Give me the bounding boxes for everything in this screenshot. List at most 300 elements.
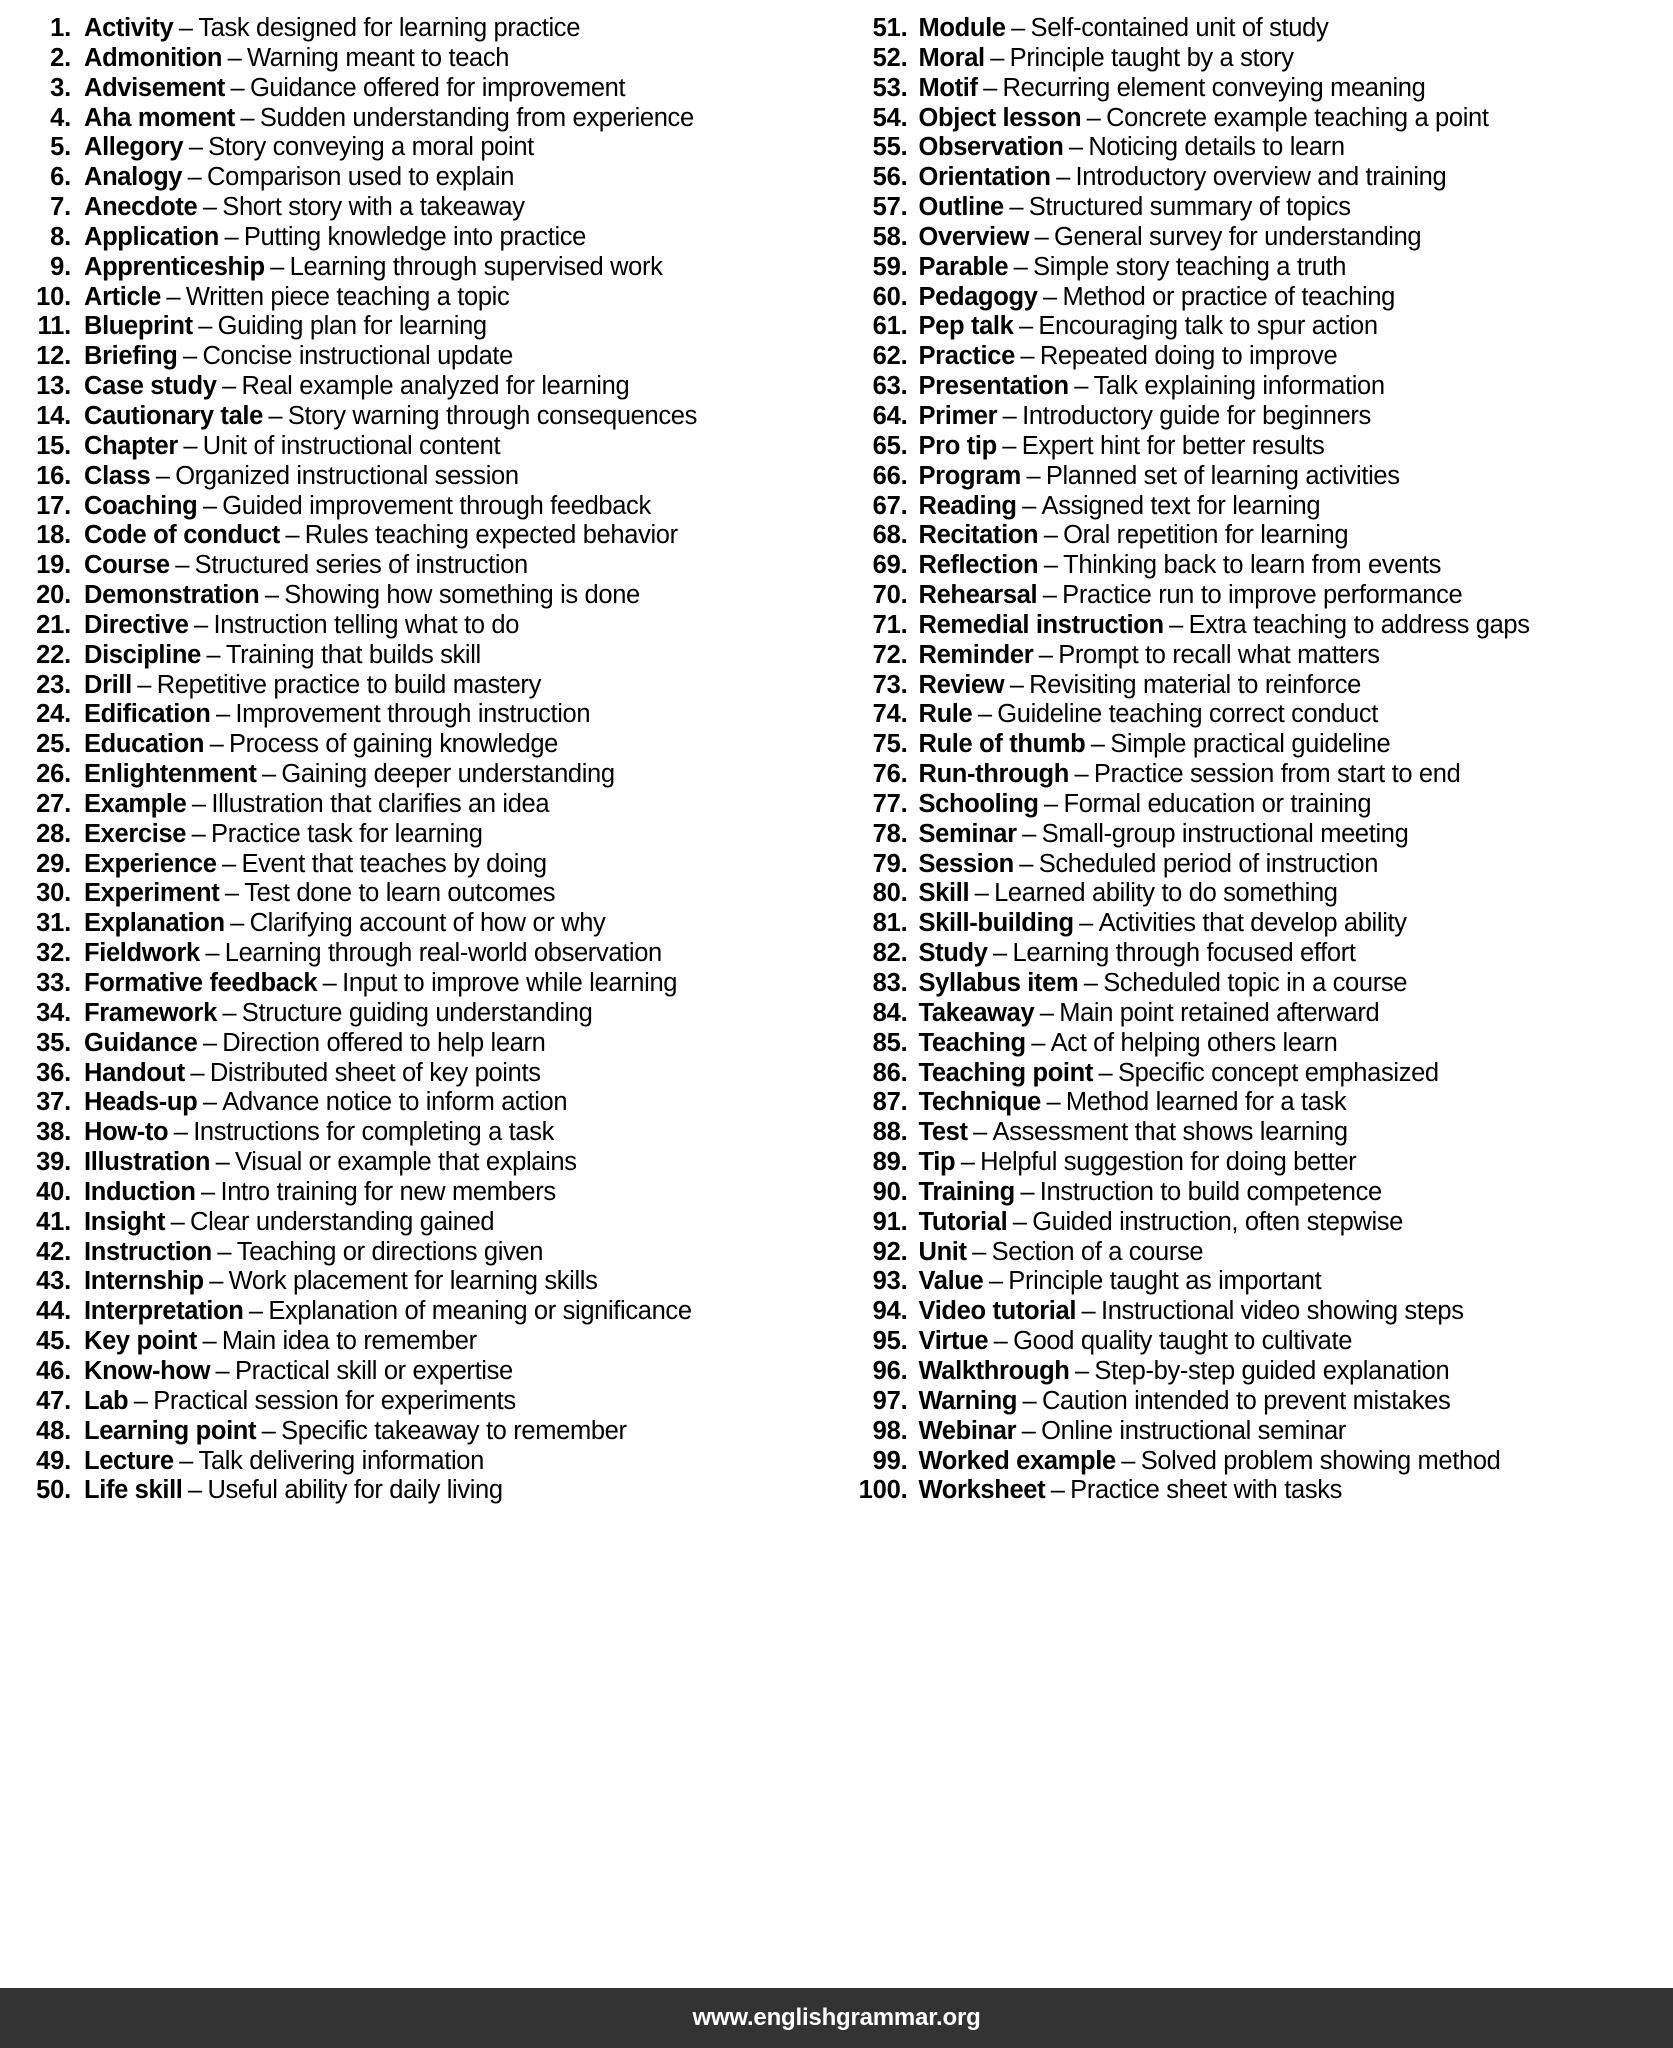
- list-item-definition: Method or practice of teaching: [1062, 282, 1395, 311]
- list-item-definition: Training that builds skill: [225, 640, 481, 669]
- list-item-term: Moral: [918, 43, 985, 72]
- list-item-number: 75.: [872, 730, 908, 759]
- list-item-term: Anecdote: [84, 193, 198, 222]
- list-item-separator: –: [1083, 969, 1098, 997]
- list-item-number: 26.: [36, 760, 71, 789]
- list-item-separator: –: [166, 282, 181, 311]
- list-item-definition: Activities that develop ability: [1098, 909, 1407, 938]
- list-item-definition: Practical skill or expertise: [234, 1356, 513, 1385]
- list-item-separator: –: [202, 491, 217, 520]
- list-item: [22, 969, 837, 999]
- list-item-term: Motif: [918, 73, 978, 102]
- list-item-definition: Simple story teaching a truth: [1033, 252, 1347, 281]
- list-item-number: 42.: [36, 1237, 71, 1266]
- list-item: [847, 1208, 1666, 1238]
- list-item-definition: Practice task for learning: [211, 819, 483, 848]
- list-item-separator: –: [1098, 1058, 1113, 1087]
- list-item-term: Heads-up: [84, 1088, 198, 1117]
- list-item: [22, 820, 837, 850]
- list-item: [22, 1447, 837, 1477]
- list-item-separator: –: [1074, 1356, 1089, 1385]
- list-item: [847, 611, 1666, 641]
- list-item-separator: –: [1079, 909, 1094, 938]
- list-item-separator: –: [202, 1028, 217, 1057]
- list-item-separator: –: [977, 700, 992, 729]
- list-item: [847, 283, 1666, 313]
- list-item: [847, 641, 1666, 671]
- list-item-separator: –: [179, 1446, 194, 1475]
- list-item: [847, 1088, 1666, 1118]
- list-item-definition: Specific takeaway to remember: [281, 1416, 627, 1445]
- list-item-number: 13.: [36, 372, 71, 401]
- list-item-term: Example: [84, 789, 187, 818]
- list-item-number: 70.: [872, 581, 908, 610]
- list-item-separator: –: [209, 1267, 224, 1296]
- list-item-definition: Talk delivering information: [198, 1446, 484, 1475]
- list-item-definition: Instruction telling what to do: [213, 610, 520, 639]
- list-item-definition: Principle taught as important: [1008, 1267, 1322, 1296]
- list-item-separator: –: [1042, 581, 1057, 610]
- list-item: [847, 879, 1666, 909]
- list-item-number: 65.: [872, 431, 908, 460]
- list-item-definition: Repetitive practice to build mastery: [156, 670, 541, 699]
- list-item-number: 95.: [872, 1327, 908, 1356]
- list-item: [22, 641, 837, 671]
- list-item-number: 33.: [36, 969, 71, 997]
- list-item-separator: –: [155, 461, 170, 490]
- list-item-number: 66.: [872, 461, 908, 490]
- list-item-number: 18.: [36, 521, 71, 550]
- list-item: [847, 492, 1666, 522]
- list-item-term: Blueprint: [84, 312, 193, 341]
- list-item-number: 43.: [36, 1267, 71, 1296]
- list-item-term: Skill-building: [918, 909, 1074, 938]
- list-item-term: Rule of thumb: [918, 730, 1086, 759]
- list-item-number: 11.: [37, 312, 71, 341]
- list-item-number: 72.: [872, 640, 908, 669]
- list-item-number: 34.: [36, 998, 71, 1027]
- list-item-term: Discipline: [84, 640, 201, 669]
- list-item: [847, 790, 1666, 820]
- list-item-term: Life skill: [84, 1476, 183, 1505]
- list-item-definition: Event that teaches by doing: [241, 849, 547, 878]
- list-item-separator: –: [983, 73, 998, 102]
- list-item-number: 44.: [36, 1297, 71, 1326]
- list-item-definition: Teaching or directions given: [236, 1237, 544, 1266]
- list-item-separator: –: [261, 1416, 276, 1445]
- list-item-number: 59.: [872, 252, 908, 281]
- list-item: [847, 312, 1666, 342]
- list-item-separator: –: [215, 700, 230, 729]
- list-item-number: 8.: [50, 222, 71, 251]
- list-item: [22, 283, 837, 313]
- list-item-definition: Task designed for learning practice: [198, 14, 581, 42]
- list-item-separator: –: [1022, 491, 1037, 520]
- list-item-separator: –: [1020, 342, 1035, 371]
- list-item-term: Virtue: [918, 1327, 989, 1356]
- list-item-definition: Specific concept emphasized: [1117, 1058, 1439, 1087]
- list-item-term: Know-how: [84, 1356, 211, 1385]
- list-item-definition: Concrete example teaching a point: [1106, 103, 1489, 132]
- list-item-number: 49.: [36, 1446, 71, 1475]
- list-item: [847, 1327, 1666, 1357]
- list-item-number: 4.: [50, 103, 71, 132]
- list-item-definition: Intro training for new members: [220, 1177, 556, 1206]
- left-column: [8, 14, 837, 1506]
- list-item-separator: –: [191, 819, 206, 848]
- list-item: [847, 14, 1666, 44]
- list-item-number: 76.: [872, 760, 908, 789]
- list-item: [22, 1357, 837, 1387]
- list-item-separator: –: [1002, 431, 1017, 460]
- list-item-definition: Improvement through instruction: [235, 700, 591, 729]
- list-item-number: 38.: [36, 1118, 71, 1147]
- list-item-definition: Practical session for experiments: [153, 1386, 516, 1415]
- list-item-term: Observation: [918, 133, 1064, 162]
- list-item-separator: –: [268, 401, 283, 430]
- list-item-definition: Encouraging talk to spur action: [1038, 312, 1378, 341]
- list-item-definition: Learning through real-world observation: [224, 939, 662, 968]
- list-item-term: Chapter: [84, 431, 178, 460]
- list-item-term: Seminar: [918, 819, 1017, 848]
- list-item-number: 67.: [872, 491, 908, 520]
- list-item-number: 89.: [872, 1148, 908, 1177]
- list-item-term: Lecture: [84, 1446, 174, 1475]
- list-item-number: 56.: [872, 163, 908, 192]
- list-item-separator: –: [990, 43, 1005, 72]
- list-item-definition: Learning through focused effort: [1012, 939, 1356, 968]
- list-item-term: Outline: [918, 193, 1004, 222]
- list-item: [847, 133, 1666, 163]
- list-item-definition: Practice sheet with tasks: [1070, 1476, 1343, 1505]
- list-item-number: 36.: [36, 1058, 71, 1087]
- list-item-number: 80.: [872, 879, 908, 908]
- list-item: [847, 760, 1666, 790]
- list-item: [847, 581, 1666, 611]
- list-item-definition: Online instructional seminar: [1041, 1416, 1346, 1445]
- list-item-term: Pep talk: [918, 312, 1014, 341]
- list-item-separator: –: [183, 342, 197, 371]
- list-item: [22, 521, 837, 551]
- list-item-term: Program: [918, 461, 1021, 490]
- list-item-term: Analogy: [84, 163, 183, 192]
- list-item-term: Experience: [84, 849, 217, 878]
- list-item-number: 77.: [872, 789, 908, 818]
- list-item-number: 12.: [36, 342, 71, 371]
- list-item-term: Warning: [918, 1386, 1018, 1415]
- list-item-term: Briefing: [84, 342, 178, 371]
- list-item: [22, 342, 837, 372]
- list-item-term: How-to: [84, 1118, 169, 1147]
- list-item-separator: –: [1026, 461, 1041, 490]
- list-item-separator: –: [1009, 193, 1024, 222]
- list-item: [847, 342, 1666, 372]
- list-item-term: Drill: [84, 670, 132, 699]
- list-item-term: Video tutorial: [918, 1297, 1077, 1326]
- list-item-term: Allegory: [84, 133, 184, 162]
- list-item-separator: –: [1034, 222, 1049, 251]
- footer-bar: [0, 1988, 1673, 2048]
- list-item-term: Unit: [918, 1237, 967, 1266]
- list-item-separator: –: [1021, 1416, 1036, 1445]
- list-item: [22, 193, 837, 223]
- list-item-separator: –: [194, 610, 209, 639]
- list-item: [847, 671, 1666, 701]
- list-item-definition: Distributed sheet of key points: [209, 1058, 541, 1087]
- list-item-term: Guidance: [84, 1028, 198, 1057]
- list-item-number: 47.: [36, 1386, 71, 1415]
- list-item-definition: Instruction to build competence: [1039, 1177, 1382, 1206]
- list-item-definition: Thinking back to learn from events: [1063, 551, 1442, 580]
- list-item: [847, 432, 1666, 462]
- list-item-number: 88.: [872, 1118, 908, 1147]
- list-item-term: Case study: [84, 372, 217, 401]
- list-item-term: Aha moment: [84, 103, 235, 132]
- list-item-term: Enlightenment: [84, 760, 257, 789]
- list-item-term: Insight: [84, 1207, 166, 1236]
- list-item: [847, 909, 1666, 939]
- list-item: [22, 939, 837, 969]
- list-item: [22, 879, 837, 909]
- list-item-term: Induction: [84, 1177, 196, 1206]
- list-item-number: 57.: [872, 193, 908, 222]
- list-item-term: Admonition: [84, 43, 223, 72]
- list-item-term: Explanation: [84, 909, 225, 938]
- list-item-definition: Formal education or training: [1063, 789, 1372, 818]
- list-item: [22, 999, 837, 1029]
- list-item-separator: –: [137, 670, 152, 699]
- list-item-definition: Advance notice to inform action: [222, 1088, 568, 1117]
- list-item-separator: –: [1043, 282, 1057, 311]
- list-item-definition: Scheduled topic in a course: [1103, 969, 1408, 997]
- list-item-term: Primer: [918, 401, 998, 430]
- list-item: [22, 850, 837, 880]
- list-item-definition: Prompt to recall what matters: [1058, 640, 1380, 669]
- list-item-definition: Helpful suggestion for doing better: [980, 1148, 1357, 1177]
- list-item-separator: –: [240, 103, 255, 132]
- list-item-number: 16.: [36, 461, 71, 490]
- list-item-definition: Illustration that clarifies an idea: [211, 789, 550, 818]
- list-item-separator: –: [993, 1327, 1008, 1356]
- list-item: [22, 730, 837, 760]
- list-item-number: 90.: [872, 1177, 908, 1206]
- list-item-term: Pro tip: [918, 431, 997, 460]
- list-item-term: Value: [918, 1267, 984, 1296]
- list-item-term: Rule: [918, 700, 973, 729]
- list-item-number: 25.: [36, 730, 71, 759]
- list-item-definition: Comparison used to explain: [207, 163, 515, 192]
- list-item-definition: Short story with a takeaway: [222, 193, 525, 222]
- list-item-term: Presentation: [918, 372, 1069, 401]
- list-item-definition: General survey for understanding: [1054, 222, 1422, 251]
- list-item-term: Run-through: [918, 760, 1070, 789]
- list-item: [22, 909, 837, 939]
- list-item-term: Teaching point: [918, 1058, 1094, 1087]
- list-item-separator: –: [173, 1118, 188, 1147]
- list-item-separator: –: [1022, 1386, 1037, 1415]
- list-item: [22, 14, 837, 44]
- list-item-separator: –: [175, 551, 190, 580]
- list-item: [22, 1208, 837, 1238]
- list-item-number: 91.: [872, 1207, 908, 1236]
- list-item-number: 27.: [36, 789, 71, 818]
- list-item-term: Advisement: [84, 73, 226, 102]
- list-item-number: 21.: [36, 610, 71, 639]
- list-item-separator: –: [1068, 133, 1083, 162]
- list-item-definition: Rules teaching expected behavior: [304, 521, 678, 550]
- list-item-number: 35.: [36, 1028, 71, 1057]
- list-item-definition: Good quality taught to cultivate: [1013, 1327, 1353, 1356]
- list-item-term: Tutorial: [918, 1207, 1008, 1236]
- list-item: [22, 1387, 837, 1417]
- list-item-number: 64.: [872, 401, 908, 430]
- list-item-definition: Practice session from start to end: [1093, 760, 1461, 789]
- list-item-separator: –: [285, 521, 300, 550]
- list-item-separator: –: [187, 163, 202, 192]
- list-item-definition: Act of helping others learn: [1050, 1028, 1338, 1057]
- list-item-number: 98.: [872, 1416, 908, 1445]
- list-item-term: Recitation: [918, 521, 1039, 550]
- list-item: [847, 551, 1666, 581]
- list-item-term: Directive: [84, 610, 189, 639]
- list-item: [847, 223, 1666, 253]
- list-item-definition: Instructions for completing a task: [193, 1118, 555, 1147]
- list-item-number: 78.: [872, 819, 908, 848]
- list-item-number: 37.: [36, 1088, 71, 1117]
- list-item-term: Internship: [84, 1267, 204, 1296]
- list-item-number: 40.: [36, 1177, 71, 1206]
- list-item-number: 73.: [872, 670, 908, 699]
- list-item-number: 85.: [872, 1028, 908, 1057]
- list-item-separator: –: [1081, 1297, 1096, 1326]
- list-item: [22, 1476, 837, 1506]
- list-item-definition: Useful ability for daily living: [207, 1476, 503, 1505]
- list-item-definition: Story warning through consequences: [287, 401, 697, 430]
- list-item-term: Instruction: [84, 1237, 212, 1266]
- list-item-number: 61.: [872, 312, 908, 341]
- list-item-number: 62.: [872, 342, 908, 371]
- list-item: [847, 1476, 1666, 1506]
- list-item: [847, 462, 1666, 492]
- list-item-separator: –: [1011, 14, 1026, 42]
- list-item: [847, 521, 1666, 551]
- list-item-definition: Warning meant to teach: [247, 43, 510, 72]
- list-item-number: 96.: [872, 1356, 908, 1385]
- list-item-separator: –: [202, 1088, 217, 1117]
- list-item-term: Pedagogy: [918, 282, 1038, 311]
- list-item: [847, 1357, 1666, 1387]
- list-item-number: 100.: [858, 1476, 908, 1505]
- list-item-separator: –: [224, 222, 239, 251]
- list-item-separator: –: [190, 1058, 205, 1087]
- list-item-separator: –: [1013, 252, 1028, 281]
- list-item: [847, 1148, 1666, 1178]
- list-item: [847, 402, 1666, 432]
- list-item: [847, 969, 1666, 999]
- list-item-number: 83.: [872, 969, 908, 997]
- list-item-separator: –: [1039, 998, 1054, 1027]
- list-item: [847, 1387, 1666, 1417]
- list-item: [22, 223, 837, 253]
- list-item-number: 9.: [50, 252, 71, 281]
- list-item-separator: –: [222, 849, 237, 878]
- list-item-separator: –: [973, 1118, 988, 1147]
- list-item-separator: –: [988, 1267, 1003, 1296]
- list-item-number: 6.: [50, 163, 71, 192]
- list-item-definition: Self-contained unit of study: [1030, 14, 1329, 42]
- list-item-definition: Expert hint for better results: [1021, 431, 1325, 460]
- list-item-term: Syllabus item: [918, 969, 1079, 997]
- list-item-separator: –: [198, 312, 213, 341]
- list-item-separator: –: [170, 1207, 185, 1236]
- list-item-term: Coaching: [84, 491, 198, 520]
- list-item-separator: –: [1056, 163, 1071, 192]
- list-item-separator: –: [248, 1297, 263, 1326]
- list-item-separator: –: [202, 1327, 217, 1356]
- list-item-term: Course: [84, 551, 170, 580]
- list-item-definition: Structured series of instruction: [194, 551, 528, 580]
- list-item-term: Review: [918, 670, 1005, 699]
- list-item-number: 46.: [36, 1356, 71, 1385]
- list-item-separator: –: [1046, 1088, 1061, 1117]
- list-item-number: 51.: [872, 14, 908, 42]
- list-item-term: Lab: [84, 1386, 129, 1415]
- list-item-separator: –: [960, 1148, 975, 1177]
- list-item-separator: –: [1044, 789, 1059, 818]
- list-item: [847, 193, 1666, 223]
- list-item-separator: –: [222, 998, 237, 1027]
- list-item: [22, 432, 837, 462]
- list-item-number: 94.: [872, 1297, 908, 1326]
- list-item-separator: –: [188, 1476, 202, 1505]
- list-item-definition: Concise instructional update: [202, 342, 513, 371]
- list-item: [847, 999, 1666, 1029]
- list-item: [22, 1297, 837, 1327]
- list-item-separator: –: [224, 879, 239, 908]
- list-item-definition: Learned ability to do something: [994, 879, 1338, 908]
- list-item: [847, 850, 1666, 880]
- list-item-separator: –: [1169, 610, 1184, 639]
- list-item-definition: Putting knowledge into practice: [243, 222, 586, 251]
- list-item: [22, 133, 837, 163]
- list-item-number: 97.: [872, 1386, 908, 1415]
- list-item: [22, 611, 837, 641]
- list-item-definition: Guided improvement through feedback: [222, 491, 651, 520]
- list-item-definition: Direction offered to help learn: [222, 1028, 546, 1057]
- list-item-separator: –: [1031, 1028, 1046, 1057]
- list-item-term: Rehearsal: [918, 581, 1038, 610]
- list-item-term: Schooling: [918, 789, 1039, 818]
- list-item: [22, 1327, 837, 1357]
- list-item-separator: –: [205, 939, 220, 968]
- list-item-separator: –: [1018, 312, 1033, 341]
- list-item-term: Walkthrough: [918, 1356, 1070, 1385]
- list-item-definition: Clarifying account of how or why: [249, 909, 606, 938]
- list-item-definition: Introductory guide for beginners: [1022, 401, 1371, 430]
- list-item-definition: Organized instructional session: [175, 461, 519, 490]
- right-column: [837, 14, 1666, 1506]
- list-item-number: 3.: [50, 73, 71, 102]
- list-item-separator: –: [133, 1386, 148, 1415]
- list-item-definition: Main idea to remember: [221, 1327, 477, 1356]
- list-item-separator: –: [972, 1237, 987, 1266]
- list-item-term: Interpretation: [84, 1297, 244, 1326]
- list-item-number: 93.: [872, 1267, 908, 1296]
- list-item-separator: –: [1086, 103, 1101, 132]
- list-item: [847, 372, 1666, 402]
- list-item-number: 22.: [36, 640, 71, 669]
- list-item-separator: –: [1022, 819, 1037, 848]
